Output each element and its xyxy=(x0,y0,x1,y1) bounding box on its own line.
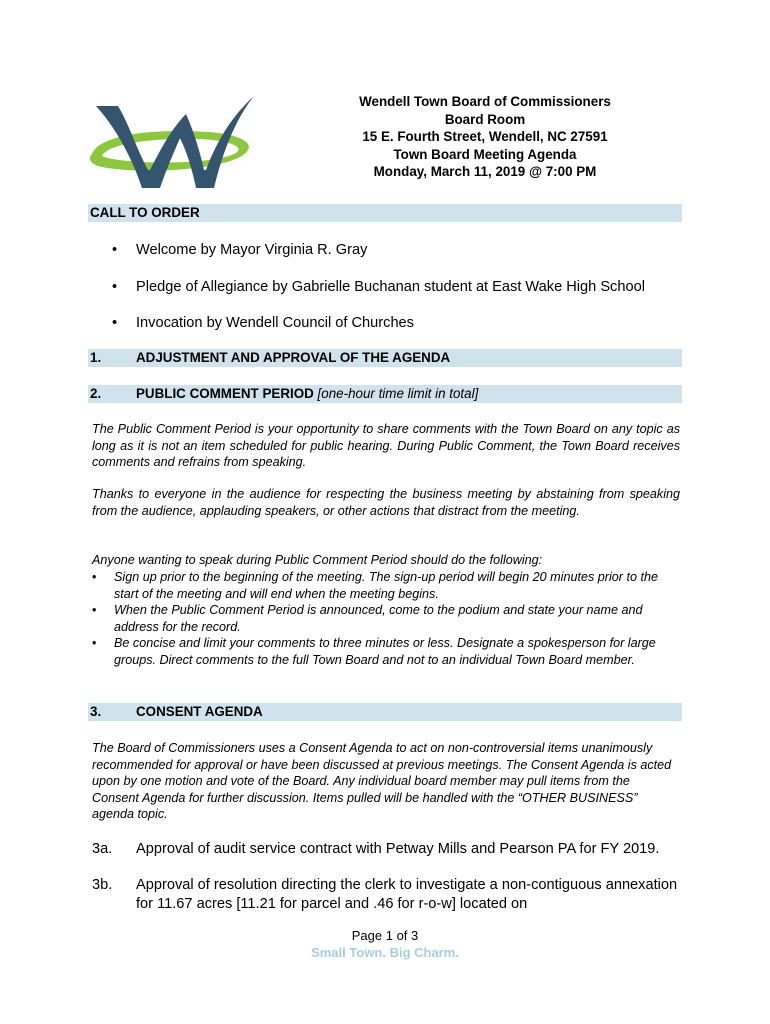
header-agenda-title: Town Board Meeting Agenda xyxy=(393,146,577,162)
meeting-header xyxy=(300,93,670,181)
public-comment-rules xyxy=(92,569,682,669)
header-board-name: Wendell Town Board of Commissioners xyxy=(359,94,611,109)
consent-agenda-description: The Board of Commissioners uses a Consent Agenda to act on non-controversial items unanimously recommended for approval or have been discussed at previous meetings. The Consent Agenda is acted upon by one motion and vote of the Board. Any individual board member may pull items from the Consent Agenda for further discussion. Items pulled will be handled with the “OTHER BUSINESS” agenda topic. xyxy=(92,741,672,822)
call-to-order-item: • Pledge of Allegiance by Gabrielle Buchanan student at East Wake High School xyxy=(112,279,645,295)
header-address: 15 E. Fourth Street, Wendell, NC 27591 xyxy=(362,129,608,144)
call-to-order-item: • Welcome by Mayor Virginia R. Gray xyxy=(112,242,368,258)
consent-item-text: Approval of audit service contract with Petway Mills and Pearson PA for FY 2019. xyxy=(136,841,660,857)
section-title-2-wrap xyxy=(136,385,478,403)
section-number-3: 3. xyxy=(90,704,102,719)
section-title-3: CONSENT AGENDA xyxy=(136,704,263,719)
public-comment-thanks: Thanks to everyone in the audience for respecting the business meeting by abstaining from speaking from the audience, applauding speakers, or other actions that distract from the meeting. xyxy=(92,487,680,518)
section-title-call-to-order: CALL TO ORDER xyxy=(90,205,200,220)
section-number-2: 2. xyxy=(90,386,102,401)
list-item: • Sign up prior to the beginning of the meeting. The sign-up period will begin 20 minutes prior to the start of the meeting and will end when the meeting begins. xyxy=(92,570,658,601)
list-item: • When the Public Comment Period is announced, come to the podium and state your name and address for the record. xyxy=(92,603,643,634)
consent-item-text: Approval of resolution directing the clerk to investigate a non-contiguous annexation for 11.67 acres [11.21 for parcel and .46 for r-o-w] located on xyxy=(136,877,678,912)
public-comment-intro: The Public Comment Period is your opportunity to share comments with the Town Board on any topic as long as it is not an item scheduled for public hearing. During Public Comment, the Town Board receives comments and refrains from speaking. xyxy=(92,422,680,470)
header-room: Board Room xyxy=(444,111,526,127)
page-number: Page 1 of 3 xyxy=(351,928,419,943)
section-title-2: PUBLIC COMMENT PERIOD xyxy=(136,386,314,401)
call-to-order-item: • Invocation by Wendell Council of Churches xyxy=(112,315,414,331)
town-tagline: Small Town. Big Charm. xyxy=(311,945,459,960)
section-note-2: [one-hour time limit in total] xyxy=(317,386,479,401)
consent-item-number: 3a. xyxy=(92,841,113,857)
section-title-1: ADJUSTMENT AND APPROVAL OF THE AGENDA xyxy=(136,350,451,365)
section-number-1: 1. xyxy=(90,350,102,365)
consent-item-number: 3b. xyxy=(92,877,113,893)
header-date-time: Monday, March 11, 2019 @ 7:00 PM xyxy=(373,164,597,179)
town-logo xyxy=(88,92,258,192)
consent-item-3b xyxy=(92,876,682,914)
consent-item-3a xyxy=(92,840,682,859)
public-comment-instructions: Anyone wanting to speak during Public Comment Period should do the following: xyxy=(92,553,543,567)
list-item: • Be concise and limit your comments to three minutes or less. Designate a spokesperson for large groups. Direct comments to the full Town Board and not to an individual Town Board member. xyxy=(92,636,656,667)
